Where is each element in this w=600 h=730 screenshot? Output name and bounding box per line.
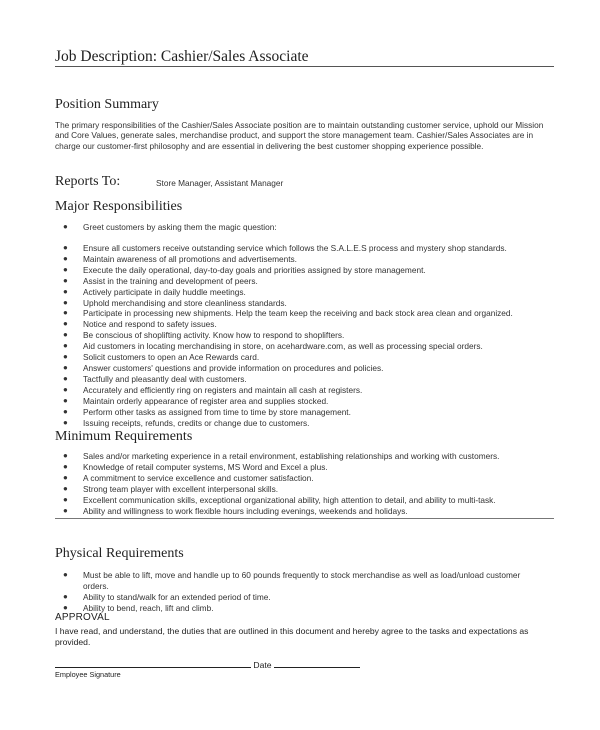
list-item: ● Greet customers by asking them the magic question:	[63, 222, 277, 232]
list-item	[0, 484, 499, 495]
list-item-text: Ability to stand/walk for an extended period of time.	[83, 591, 271, 602]
signature-field[interactable]	[55, 659, 251, 668]
list-item	[0, 592, 543, 603]
bullet-icon: ●	[63, 297, 68, 307]
list-item-text: Actively participate in daily huddle meetings.	[83, 286, 246, 297]
bullet-icon: ●	[63, 308, 68, 318]
list-item	[0, 396, 513, 407]
list-item-text: Aid customers in locating merchandising in store, on acehardware.com, as well as processing special orders.	[83, 341, 483, 352]
reports-to-value: Store Manager, Assistant Manager	[156, 178, 284, 188]
list-item-text: Sales and/or marketing experience in a retail environment, establishing relationships and working with customers.	[83, 451, 500, 461]
signature-row	[55, 659, 360, 670]
physical-requirements-list	[0, 570, 543, 614]
list-item-text: Answer customers' questions and provide information on procedures and policies.	[83, 362, 384, 373]
list-item	[0, 385, 513, 396]
list-item-text: Strong team player with excellent interpersonal skills.	[83, 483, 279, 494]
list-item	[0, 506, 499, 517]
position-summary-heading: Position Summary	[55, 97, 159, 112]
list-item	[0, 298, 513, 309]
list-item-text: Uphold merchandising and store cleanliness standards.	[83, 297, 287, 308]
list-item-text: Perform other tasks as assigned from time to time by store management.	[83, 406, 351, 417]
signature-caption: Employee Signature	[55, 670, 121, 679]
list-item	[0, 276, 513, 287]
section-divider	[55, 518, 554, 519]
bullet-icon: ●	[63, 286, 68, 296]
bullet-icon: ●	[63, 483, 68, 493]
reports-to-label: Reports To:	[55, 174, 121, 189]
bullet-icon: ●	[63, 591, 68, 601]
list-item	[0, 254, 513, 265]
list-item	[0, 570, 543, 592]
bullet-icon: ●	[63, 330, 68, 340]
list-item	[0, 352, 513, 363]
list-item	[0, 319, 513, 330]
greeting-list	[0, 222, 277, 233]
list-item	[0, 473, 499, 484]
list-item-text: Ability and willingness to work flexible hours including evenings, weekends and holidays.	[83, 505, 408, 516]
approval-heading: APPROVAL	[55, 612, 110, 623]
list-item-text: Ability to bend, reach, lift and climb.	[83, 602, 214, 613]
bullet-icon: ●	[63, 373, 68, 383]
responsibilities-list	[0, 243, 513, 428]
list-item-text: Solicit customers to open an Ace Rewards card.	[83, 352, 260, 363]
list-item-text: Accurately and efficiently ring on registers and maintain all cash at registers.	[83, 384, 363, 395]
list-item	[0, 330, 513, 341]
list-item	[0, 418, 513, 429]
minimum-requirements-heading: Minimum Requirements	[55, 429, 193, 444]
list-item	[0, 287, 513, 298]
title-divider	[55, 66, 554, 67]
bullet-icon: ●	[63, 505, 68, 515]
date-field[interactable]	[274, 659, 360, 668]
bullet-icon: ●	[63, 275, 68, 285]
list-item-text: Tactfully and pleasantly deal with customers.	[83, 373, 247, 384]
bullet-icon: ●	[63, 319, 68, 329]
document-title: Job Description: Cashier/Sales Associate	[55, 48, 309, 65]
minimum-requirements-list	[0, 451, 499, 516]
bullet-icon: ●	[63, 406, 68, 416]
list-item-text: Ensure all customers receive outstanding service which follows the S.A.L.E.S process and mystery shop standards.	[83, 243, 507, 253]
list-item-text: Be conscious of shoplifting activity. Know how to respond to shoplifters.	[83, 330, 345, 341]
list-item	[0, 407, 513, 418]
list-item-text: Issuing receipts, refunds, credits or change due to customers.	[83, 417, 310, 428]
bullet-icon: ●	[63, 362, 68, 372]
bullet-icon: ●	[63, 395, 68, 405]
bullet-icon: ●	[63, 341, 68, 351]
bullet-icon: ●	[63, 253, 68, 263]
bullet-icon: ●	[63, 472, 68, 482]
physical-requirements-heading: Physical Requirements	[55, 546, 184, 561]
bullet-icon: ●	[63, 570, 68, 579]
list-item-text: Maintain orderly appearance of register area and supplies stocked.	[83, 395, 329, 406]
bullet-icon: ●	[63, 384, 68, 394]
bullet-icon: ●	[63, 243, 68, 252]
position-summary-text: The primary responsibilities of the Cashier/Sales Associate position are to maintain outstanding customer service, uphold our Mission and Core Values, generate sales, merchandise product, and support the store management team. Cashier/Sales Associates are in charge our customer-first philosophy and are essential in delivering the best customer shopping experience possible.	[55, 120, 544, 151]
list-item	[0, 363, 513, 374]
list-item-text: Knowledge of retail computer systems, MS Word and Excel a plus.	[83, 461, 328, 472]
list-item	[0, 243, 513, 254]
bullet-icon: ●	[63, 461, 68, 471]
major-responsibilities-heading: Major Responsibilities	[55, 199, 183, 214]
bullet-icon: ●	[63, 494, 68, 504]
acknowledgement-text: I have read, and understand, the duties that are outlined in this document and hereby agree to the tasks and expectations as provided.	[55, 626, 529, 647]
list-item-text: Execute the daily operational, day-to-day goals and priorities assigned by store management.	[83, 264, 426, 275]
bullet-icon: ●	[63, 451, 68, 460]
list-item	[0, 495, 499, 506]
list-item	[0, 308, 513, 319]
date-label: Date	[253, 660, 272, 670]
bullet-icon: ●	[63, 352, 68, 362]
list-item-text: Participate in processing new shipments. Help the team keep the receiving and back stock area clean and organized.	[83, 308, 513, 319]
list-item	[0, 341, 513, 352]
bullet-icon: ●	[63, 602, 68, 612]
list-item-text: A commitment to service excellence and customer satisfaction.	[83, 472, 314, 483]
list-item-text: Notice and respond to safety issues.	[83, 319, 217, 330]
list-item-text: Maintain awareness of all promotions and advertisements.	[83, 253, 297, 264]
bullet-icon: ●	[63, 264, 68, 274]
list-item-text: Must be able to lift, move and handle up to 60 pounds frequently to stock merchandise as well as load/unload customer orders.	[83, 570, 521, 591]
list-item-text: Excellent communication skills, exceptional organizational ability, high attention to detail, and ability to multi-task.	[83, 494, 496, 505]
list-item	[0, 265, 513, 276]
bullet-icon: ●	[63, 417, 68, 427]
list-item	[0, 462, 499, 473]
list-item	[0, 451, 499, 462]
list-item-text: Assist in the training and development of peers.	[83, 275, 258, 286]
list-item	[0, 374, 513, 385]
bullet-icon: ●	[63, 222, 68, 231]
